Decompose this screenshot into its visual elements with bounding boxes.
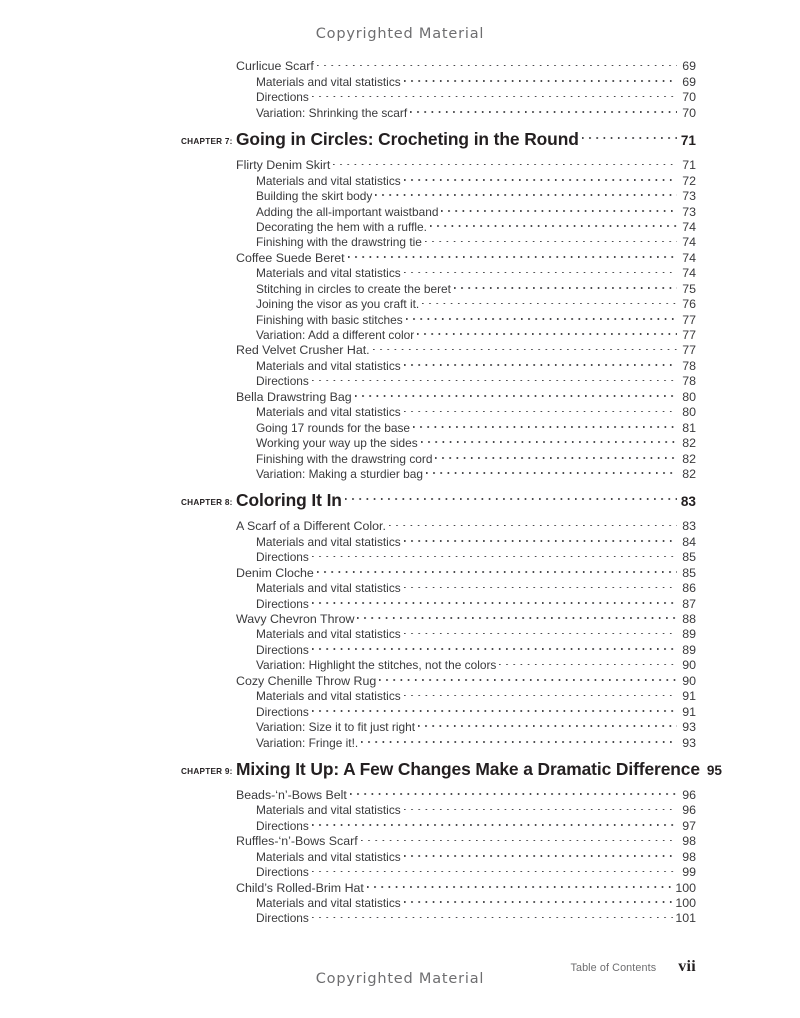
toc-entry-page-number: 78	[682, 374, 696, 389]
toc-entry-title: Wavy Chevron Throw	[236, 612, 355, 626]
toc-entry-title: Directions	[256, 704, 309, 719]
toc-entry-page-number: 72	[682, 173, 696, 188]
dot-leader	[425, 231, 677, 246]
toc-entry-title: Adding the all-important waistband	[256, 204, 439, 219]
toc-entry-page-number: 93	[682, 735, 696, 750]
toc-entry-title: Ruffles-‘n’-Bows Scarf	[236, 834, 358, 849]
dot-leader	[404, 530, 677, 545]
toc-entry-page-number: 89	[682, 642, 696, 657]
dot-leader	[441, 200, 677, 215]
toc-chapter-row[interactable]	[181, 126, 696, 152]
toc-entry-title: Materials and vital statistics	[256, 358, 401, 373]
toc-entry-title: Coloring It In	[236, 489, 342, 510]
toc-entry-title: Materials and vital statistics	[256, 896, 401, 910]
toc-chapter-row[interactable]	[181, 756, 722, 782]
toc-entry-title: Going 17 rounds for the base	[256, 420, 411, 435]
dot-leader	[312, 861, 677, 876]
dot-leader	[404, 892, 674, 907]
dot-leader	[345, 491, 677, 506]
toc-entry-title: Directions	[256, 642, 309, 657]
table-of-contents-list	[181, 55, 722, 926]
toc-entry-title: Directions	[256, 818, 309, 833]
toc-entry-page-number: 74	[682, 219, 696, 234]
dot-leader	[312, 592, 677, 607]
toc-entry-row[interactable]	[181, 55, 696, 74]
dot-leader	[333, 154, 677, 169]
toc-entry-page-number: 101	[675, 911, 696, 926]
toc-entry-page-number: 98	[682, 849, 696, 864]
toc-entry-title: Variation: Fringe it!.	[256, 735, 359, 750]
toc-entry-page-number: 69	[682, 74, 696, 89]
dot-leader	[361, 731, 677, 746]
toc-entry-page-number: 69	[682, 59, 696, 74]
dot-leader	[404, 262, 677, 277]
dot-leader	[373, 339, 677, 354]
toc-entry-title: Coffee Suede Beret	[236, 250, 345, 265]
dot-leader	[406, 308, 677, 323]
copyrighted-material-footer: Copyrighted Material	[315, 971, 485, 987]
toc-entry-page-number: 71	[680, 132, 696, 148]
toc-entry-title: Building the skirt body	[256, 189, 373, 204]
toc-entry-page-number: 95	[706, 762, 722, 778]
toc-entry-page-number: 73	[682, 189, 696, 204]
toc-entry-page-number: 100	[675, 896, 696, 910]
toc-entry-title: Going in Circles: Crocheting in the Round	[236, 128, 579, 149]
toc-entry-title: Materials and vital statistics	[256, 266, 401, 281]
toc-entry-title: Joining the visor as you craft it.	[256, 297, 420, 312]
toc-entry-title: Materials and vital statistics	[256, 405, 401, 420]
toc-entry-title: Red Velvet Crusher Hat.	[236, 343, 370, 358]
toc-entry-page-number: 76	[682, 297, 696, 312]
toc-entry-title: Materials and vital statistics	[256, 74, 401, 89]
dot-leader	[312, 700, 677, 715]
dot-leader	[422, 293, 677, 308]
toc-entry-page-number: 78	[682, 358, 696, 373]
toc-entry-page-number: 70	[682, 90, 696, 105]
dot-leader	[404, 685, 677, 700]
toc-entry-title: Directions	[256, 596, 309, 611]
toc-entry-title: Denim Cloche	[236, 565, 314, 580]
toc-entry-row[interactable]	[181, 154, 696, 173]
dot-leader	[435, 447, 677, 462]
dot-leader	[375, 185, 677, 200]
dot-leader	[355, 385, 677, 400]
dot-leader	[357, 608, 677, 623]
dot-leader	[404, 845, 677, 860]
dot-leader	[499, 654, 677, 669]
toc-entry-page-number: 91	[682, 689, 696, 704]
dot-leader	[312, 907, 673, 922]
toc-entry-page-number: 89	[682, 627, 696, 642]
dot-leader	[404, 169, 677, 184]
toc-entry-page-number: 80	[682, 389, 696, 404]
footer-page-number: vii	[678, 958, 696, 975]
toc-entry-page-number: 97	[682, 818, 696, 833]
toc-entry-title: Decorating the hem with a ruffle.	[256, 219, 427, 234]
toc-entry-title: Child’s Rolled-Brim Hat	[236, 880, 364, 895]
toc-entry-title: Directions	[256, 865, 309, 880]
toc-entry-title: Directions	[256, 90, 309, 105]
dot-leader	[404, 799, 677, 814]
toc-entry-title: A Scarf of a Different Color.	[236, 519, 386, 534]
toc-entry-title: Materials and vital statistics	[256, 534, 401, 549]
toc-entry-title: Directions	[256, 374, 309, 389]
toc-entry-page-number: 81	[682, 420, 696, 435]
dot-leader	[404, 70, 677, 85]
toc-entry-page-number: 88	[682, 612, 696, 626]
dot-leader	[413, 416, 677, 431]
toc-entry-title: Finishing with basic stitches	[256, 312, 403, 327]
toc-entry-page-number: 83	[682, 519, 696, 534]
toc-entry-title: Materials and vital statistics	[256, 803, 401, 818]
toc-chapter-label: CHAPTER 8:	[181, 497, 233, 507]
toc-entry-page-number: 85	[682, 550, 696, 565]
toc-entry-page-number: 77	[682, 343, 696, 358]
dot-leader	[348, 246, 677, 261]
toc-entry-page-number: 85	[682, 565, 696, 580]
copyrighted-material-header: Copyrighted Material	[315, 26, 485, 42]
toc-entry-page-number: 82	[682, 451, 696, 466]
toc-entry-title: Materials and vital statistics	[256, 849, 401, 864]
dot-leader	[317, 55, 677, 70]
toc-entry-title: Stitching in circles to create the beret	[256, 281, 451, 296]
toc-entry-page-number: 73	[682, 204, 696, 219]
toc-entry-title: Variation: Highlight the stitches, not the colors	[256, 658, 497, 673]
dot-leader	[312, 86, 677, 101]
footer-section-title: Table of Contents	[570, 962, 657, 974]
dot-leader	[417, 324, 677, 339]
toc-entry-page-number: 96	[682, 803, 696, 818]
toc-entry-title: Materials and vital statistics	[256, 581, 401, 596]
dot-leader	[418, 716, 677, 731]
dot-leader	[426, 463, 677, 478]
toc-entry-title: Variation: Size it to fit just right	[256, 720, 416, 735]
dot-leader	[454, 277, 677, 292]
dot-leader	[582, 129, 677, 144]
toc-entry-page-number: 84	[682, 534, 696, 549]
dot-leader	[312, 814, 677, 829]
dot-leader	[404, 623, 677, 638]
toc-entry-title: Bella Drawstring Bag	[236, 389, 352, 404]
toc-entry-title: Cozy Chenille Throw Rug	[236, 673, 377, 688]
dot-leader	[312, 546, 677, 561]
dot-leader	[350, 784, 677, 799]
toc-entry-row[interactable]	[181, 515, 696, 534]
toc-entry-page-number: 74	[682, 235, 696, 250]
toc-entry-page-number: 80	[682, 405, 696, 420]
toc-entry-title: Variation: Making a sturdier bag	[256, 466, 423, 481]
toc-entry-title: Materials and vital statistics	[256, 173, 401, 188]
dot-leader	[404, 354, 677, 369]
toc-entry-page-number: 82	[682, 436, 696, 451]
toc-entry-page-number: 86	[682, 581, 696, 596]
toc-entry-title: Beads-‘n’-Bows Belt	[236, 787, 347, 802]
dot-leader	[312, 638, 677, 653]
toc-chapter-label: CHAPTER 7:	[181, 136, 233, 146]
toc-entry-title: Curlicue Scarf	[236, 59, 314, 74]
toc-entry-title: Flirty Denim Skirt	[236, 158, 331, 173]
toc-chapter-label: CHAPTER 9:	[181, 766, 233, 776]
dot-leader	[361, 830, 677, 845]
dot-leader	[367, 876, 673, 891]
dot-leader	[379, 669, 677, 684]
toc-entry-title: Directions	[256, 550, 309, 565]
toc-entry-title: Materials and vital statistics	[256, 627, 401, 642]
toc-entry-page-number: 82	[682, 466, 696, 481]
toc-entry-title: Materials and vital statistics	[256, 689, 401, 704]
toc-entry-page-number: 100	[675, 880, 696, 895]
toc-entry-page-number: 90	[682, 673, 696, 688]
dot-leader	[421, 432, 677, 447]
toc-entry-title: Finishing with the drawstring cord	[256, 451, 433, 466]
toc-entry-page-number: 71	[682, 158, 696, 173]
toc-entry-title: Variation: Shrinking the scarf	[256, 105, 408, 120]
toc-entry-page-number: 77	[682, 328, 696, 342]
dot-leader	[404, 577, 677, 592]
toc-entry-page-number: 83	[680, 493, 696, 509]
dot-leader	[389, 515, 677, 530]
toc-entry-page-number: 74	[682, 266, 696, 281]
toc-entry-page-number: 93	[682, 720, 696, 735]
toc-entry-title: Directions	[256, 911, 309, 926]
dot-leader	[410, 101, 677, 116]
toc-entry-page-number: 75	[682, 281, 696, 296]
toc-entry-page-number: 91	[682, 704, 696, 719]
toc-chapter-row[interactable]	[181, 487, 696, 513]
dot-leader	[404, 401, 677, 416]
toc-entry-page-number: 87	[682, 596, 696, 611]
toc-entry-title: Mixing It Up: A Few Changes Make a Dramatic Difference	[236, 758, 700, 779]
toc-entry-title: Variation: Add a different color	[256, 328, 415, 342]
toc-entry-page-number: 90	[682, 658, 696, 673]
toc-entry-page-number: 74	[682, 250, 696, 265]
toc-entry-page-number: 77	[682, 312, 696, 327]
toc-entry-title: Working your way up the sides	[256, 436, 418, 451]
toc-entry-page-number: 96	[682, 787, 696, 802]
toc-entry-page-number: 70	[682, 105, 696, 120]
toc-entry-page-number: 99	[682, 865, 696, 880]
dot-leader	[317, 561, 677, 576]
toc-entry-title: Finishing with the drawstring tie	[256, 235, 422, 250]
toc-entry-page-number: 98	[682, 834, 696, 849]
toc-entry-row[interactable]	[181, 784, 696, 802]
dot-leader	[430, 216, 677, 231]
dot-leader	[312, 370, 677, 385]
